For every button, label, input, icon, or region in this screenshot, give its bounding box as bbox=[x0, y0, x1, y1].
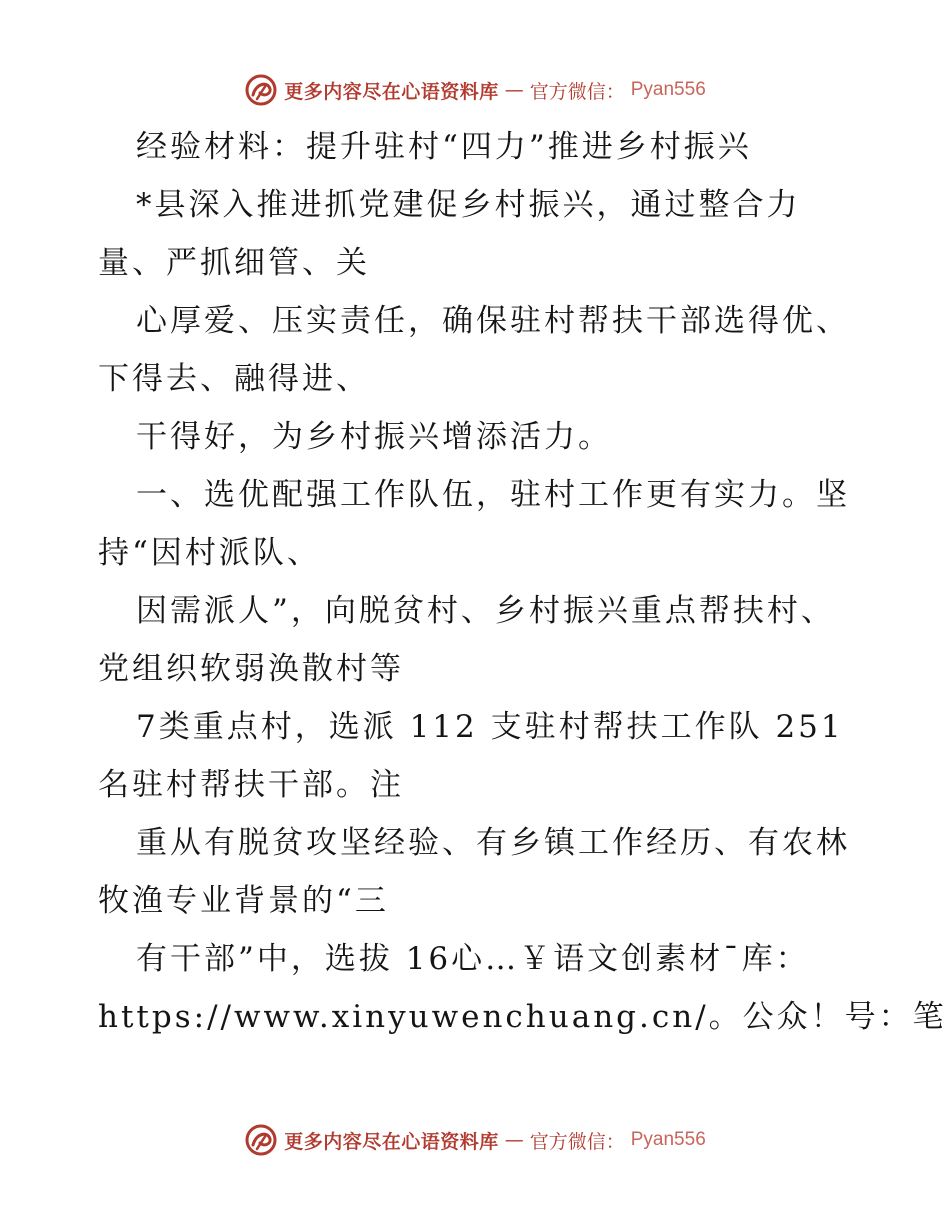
document-body bbox=[98, 118, 947, 1046]
text-line: 量、严抓细管、关 bbox=[98, 245, 370, 281]
watermark-wechat-id: Pyan556 bbox=[630, 79, 706, 100]
text-line: 持“因村派队、 bbox=[98, 535, 321, 571]
watermark-brand-text: 更多内容尽在心语资料库 bbox=[284, 80, 499, 103]
text-line: 有干部”中，选拔 16心…￥语文创素材¯库： bbox=[136, 941, 810, 977]
text-line: 名驻村帮扶干部。注 bbox=[98, 767, 404, 803]
watermark-dash: — bbox=[504, 79, 524, 101]
header-watermark-banner bbox=[0, 70, 950, 110]
text-line: *县深入推进抓党建促乡村振兴，通过整合力 bbox=[136, 187, 801, 223]
text-line: 因需派人”，向脱贫村、乡村振兴重点帮扶村、 bbox=[136, 593, 835, 629]
watermark-wechat-id: Pyan556 bbox=[630, 1129, 706, 1150]
watermark-wechat-label: 官方微信： bbox=[529, 1130, 625, 1153]
text-line: 心厚爱、压实责任，确保驻村帮扶干部选得优、 bbox=[136, 303, 850, 339]
text-line: 重从有脱贫攻坚经验、有乡镇工作经历、有农林 bbox=[136, 825, 850, 861]
watermark-dash: — bbox=[504, 1129, 524, 1151]
text-line: 干得好，为乡村振兴增添活力。 bbox=[136, 419, 612, 455]
text-line: 牧渔专业背景的“三 bbox=[98, 883, 389, 919]
text-line-url: https://www.xinyuwenchuang.cn/。公众！号：笔 bbox=[98, 999, 947, 1035]
footer-watermark-banner bbox=[0, 1120, 950, 1160]
document-title: 经验材料：提升驻村“四力”推进乡村振兴 bbox=[136, 129, 752, 165]
text-line: 下得去、融得进、 bbox=[98, 361, 370, 397]
watermark-brand-text: 更多内容尽在心语资料库 bbox=[284, 1130, 499, 1153]
swirl-logo-icon bbox=[244, 1123, 278, 1157]
text-line: 7类重点村，选派 112 支驻村帮扶工作队 251 bbox=[136, 709, 844, 745]
watermark-wechat-label: 官方微信： bbox=[529, 80, 625, 103]
text-line: 党组织软弱涣散村等 bbox=[98, 651, 404, 687]
swirl-logo-icon bbox=[244, 73, 278, 107]
text-line: 一、选优配强工作队伍，驻村工作更有实力。坚 bbox=[136, 477, 850, 513]
